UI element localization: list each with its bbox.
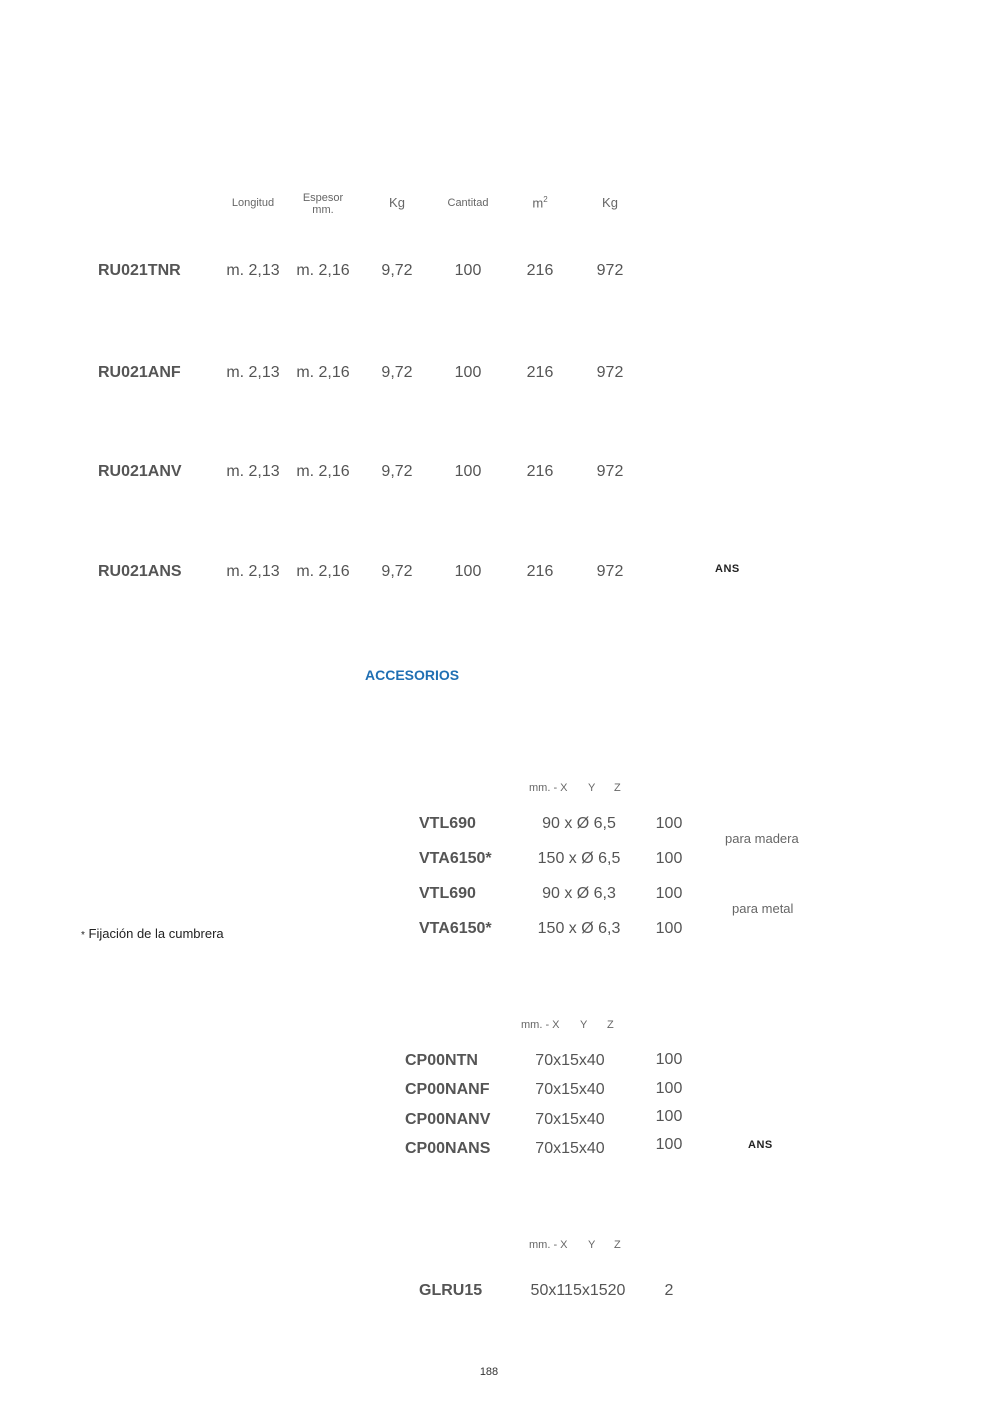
screw-code: VTA6150* <box>419 850 492 867</box>
cap-qty: 100 <box>655 1136 683 1153</box>
screw-code: VTA6150* <box>419 920 492 937</box>
screw-size: 150 x Ø 6,5 <box>537 850 621 867</box>
product-code: RU021ANV <box>98 463 182 480</box>
page-number: 188 <box>479 1366 499 1378</box>
header-espesor <box>293 192 353 216</box>
profile-qty: 2 <box>664 1282 674 1299</box>
brand-label: ANS <box>748 1139 773 1151</box>
cell-kg-total: 972 <box>596 262 624 279</box>
cell-kg: 9,72 <box>381 563 413 580</box>
cap-size: 70x15x40 <box>535 1111 605 1128</box>
cap-qty: 100 <box>655 1051 683 1068</box>
cell-espesor: m. 2,16 <box>296 563 350 580</box>
cell-kg: 9,72 <box>381 463 413 480</box>
profile-code: GLRU15 <box>419 1282 483 1299</box>
cell-kg-total: 972 <box>596 364 624 381</box>
cell-kg: 9,72 <box>381 364 413 381</box>
cell-cantitad: 100 <box>454 262 482 279</box>
cell-m2: 216 <box>526 563 554 580</box>
header-z: Z <box>607 1019 614 1031</box>
product-code: RU021ANS <box>98 563 182 580</box>
product-code: RU021TNR <box>98 262 181 279</box>
note-para-metal: para metal <box>732 901 794 916</box>
screw-size: 90 x Ø 6,5 <box>542 815 616 832</box>
screw-size: 150 x Ø 6,3 <box>537 920 621 937</box>
header-kg: Kg <box>389 195 405 210</box>
header-longitud: Longitud <box>231 197 275 209</box>
note-para-madera: para madera <box>725 831 799 846</box>
header-m2-base: m <box>532 195 544 211</box>
footnote-text: Fijación de la cumbrera <box>88 926 224 941</box>
cell-longitud: m. 2,13 <box>226 262 280 279</box>
header-kg-total: Kg <box>602 195 618 210</box>
cap-size: 70x15x40 <box>535 1081 605 1098</box>
section-title-accesorios: ACCESORIOS <box>365 667 460 683</box>
header-m2 <box>515 195 565 210</box>
header-y: Y <box>588 782 596 794</box>
screw-qty: 100 <box>655 885 683 902</box>
header-mm-x: mm. - X <box>529 782 568 794</box>
header-espesor-line1: Espesor <box>302 192 344 204</box>
cell-espesor: m. 2,16 <box>296 364 350 381</box>
screw-qty: 100 <box>655 920 683 937</box>
cell-espesor: m. 2,16 <box>296 463 350 480</box>
cell-m2: 216 <box>526 463 554 480</box>
screw-code: VTL690 <box>419 815 476 832</box>
cell-longitud: m. 2,13 <box>226 563 280 580</box>
header-m2-sup: 2 <box>543 195 548 204</box>
cap-size: 70x15x40 <box>535 1052 605 1069</box>
cell-espesor: m. 2,16 <box>296 262 350 279</box>
cell-cantitad: 100 <box>454 563 482 580</box>
cell-kg-total: 972 <box>596 463 624 480</box>
screw-qty: 100 <box>655 815 683 832</box>
cap-code: CP00NANV <box>405 1111 491 1128</box>
cell-kg: 9,72 <box>381 262 413 279</box>
header-z: Z <box>614 782 621 794</box>
cap-size: 70x15x40 <box>535 1140 605 1157</box>
cap-code: CP00NTN <box>405 1052 478 1069</box>
screw-size: 90 x Ø 6,3 <box>542 885 616 902</box>
cell-m2: 216 <box>526 364 554 381</box>
profile-size: 50x115x1520 <box>530 1282 626 1299</box>
product-code: RU021ANF <box>98 364 181 381</box>
cap-code: CP00NANF <box>405 1081 490 1098</box>
cap-qty: 100 <box>655 1080 683 1097</box>
cell-longitud: m. 2,13 <box>226 463 280 480</box>
header-mm-x: mm. - X <box>521 1019 560 1031</box>
footnote <box>81 926 224 941</box>
header-mm-x: mm. - X <box>529 1239 568 1251</box>
cap-qty: 100 <box>655 1108 683 1125</box>
cap-code: CP00NANS <box>405 1140 491 1157</box>
header-cantitad: Cantitad <box>447 197 489 209</box>
cell-longitud: m. 2,13 <box>226 364 280 381</box>
cell-kg-total: 972 <box>596 563 624 580</box>
header-z: Z <box>614 1239 621 1251</box>
cell-cantitad: 100 <box>454 364 482 381</box>
brand-label: ANS <box>715 563 740 575</box>
footnote-star: * <box>81 930 85 941</box>
cell-m2: 216 <box>526 262 554 279</box>
header-espesor-line2: mm. <box>312 204 334 216</box>
cell-cantitad: 100 <box>454 463 482 480</box>
header-y: Y <box>580 1019 588 1031</box>
header-y: Y <box>588 1239 596 1251</box>
screw-qty: 100 <box>655 850 683 867</box>
screw-code: VTL690 <box>419 885 476 902</box>
